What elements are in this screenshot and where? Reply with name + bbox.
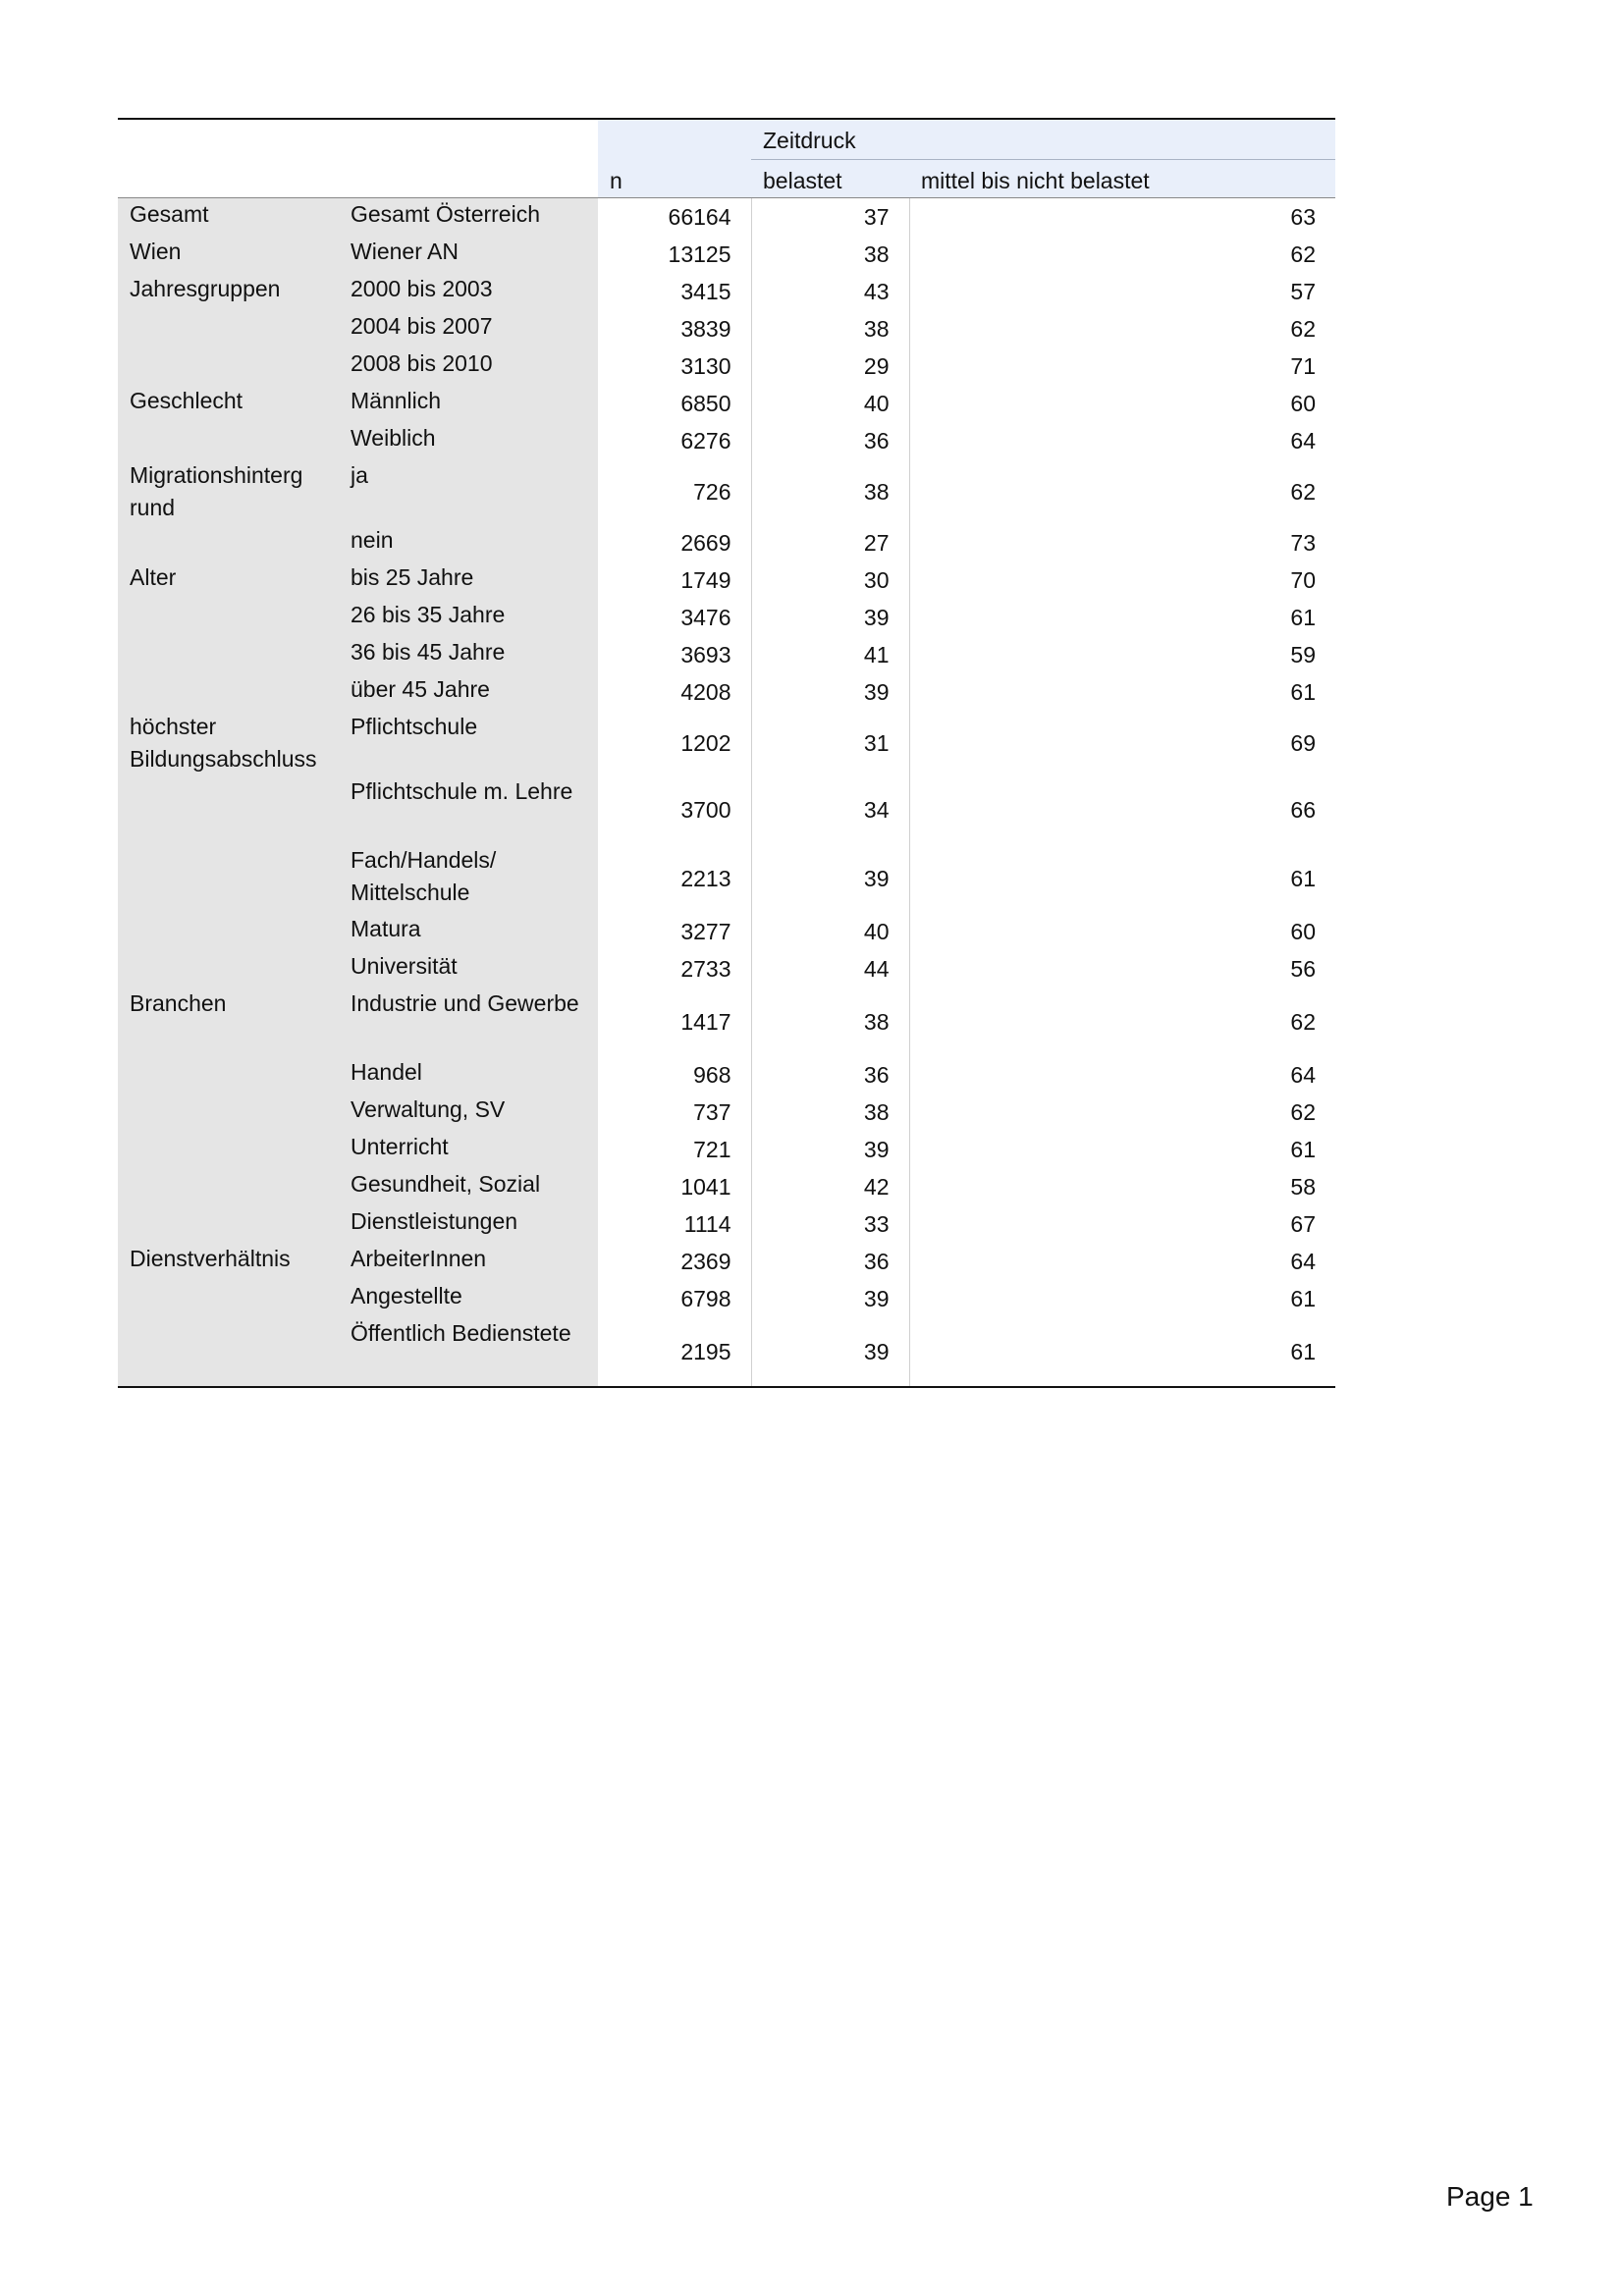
row-mittel-value: 64 (909, 1243, 1335, 1280)
row-n-value: 3415 (680, 278, 731, 304)
row-belastet-value: 36 (751, 1243, 909, 1280)
row-n-value: 3700 (680, 796, 731, 823)
row-group-label (118, 524, 339, 561)
row-category-label: 26 bis 35 Jahre (339, 599, 598, 636)
table-row (118, 844, 1335, 913)
row-belastet-value: 33 (751, 1205, 909, 1243)
row-mittel-value: 64 (909, 1056, 1335, 1094)
row-group-label (118, 310, 339, 347)
row-mittel-value: 69 (909, 711, 1335, 775)
row-belastet-value: 31 (751, 711, 909, 775)
row-mittel-value: 70 (909, 561, 1335, 599)
table-row (118, 988, 1335, 1056)
row-n-value: 1041 (680, 1173, 731, 1200)
row-category-label: Wiener AN (339, 236, 598, 273)
row-n-value: 6276 (680, 427, 731, 454)
row-mittel-value: 62 (909, 459, 1335, 524)
row-mittel-value: 60 (909, 913, 1335, 950)
header-mittel-bis-nicht-belastet: mittel bis nicht belastet (909, 160, 1335, 198)
table-row (118, 711, 1335, 775)
row-belastet-value: 43 (751, 273, 909, 310)
row-belastet-value: 41 (751, 636, 909, 673)
row-mittel-value: 56 (909, 950, 1335, 988)
row-mittel-value: 61 (909, 673, 1335, 711)
row-category-label: ArbeiterInnen (339, 1243, 598, 1280)
header-row-columns (118, 160, 1335, 198)
row-belastet-value: 38 (751, 310, 909, 347)
row-n-value: 2669 (680, 529, 731, 556)
row-category-label: ja (339, 459, 598, 524)
row-mittel-value: 73 (909, 524, 1335, 561)
table-row (118, 347, 1335, 385)
row-mittel-value: 64 (909, 422, 1335, 459)
row-mittel-value: 58 (909, 1168, 1335, 1205)
row-category-label: Dienstleistungen (339, 1205, 598, 1243)
row-group-label (118, 775, 339, 844)
row-belastet-value: 34 (751, 775, 909, 844)
row-belastet-value: 38 (751, 988, 909, 1056)
row-belastet-value: 42 (751, 1168, 909, 1205)
table-row (118, 1205, 1335, 1243)
row-group-label (118, 1056, 339, 1094)
table-row (118, 1243, 1335, 1280)
table-row (118, 673, 1335, 711)
row-belastet-value: 37 (751, 198, 909, 237)
row-group-label (118, 1205, 339, 1243)
row-belastet-value: 39 (751, 673, 909, 711)
table-row (118, 422, 1335, 459)
row-group-label (118, 950, 339, 988)
row-category-label: Verwaltung, SV (339, 1094, 598, 1131)
table-row (118, 913, 1335, 950)
row-mittel-value: 62 (909, 236, 1335, 273)
row-category-label: Pflichtschule (339, 711, 598, 775)
row-belastet-value: 39 (751, 599, 909, 636)
row-n-value: 66164 (668, 203, 731, 230)
row-group-label (118, 673, 339, 711)
row-mittel-value: 71 (909, 347, 1335, 385)
row-category-label: Handel (339, 1056, 598, 1094)
row-category-label: bis 25 Jahre (339, 561, 598, 599)
row-n-value: 3130 (680, 352, 731, 379)
row-category-label: Fach/Handels/ Mittelschule (339, 844, 598, 913)
table-row (118, 236, 1335, 273)
table-body (118, 198, 1335, 1388)
table-row (118, 1056, 1335, 1094)
row-belastet-value: 36 (751, 422, 909, 459)
row-n-value: 2213 (680, 865, 731, 891)
row-category-label: Öffentlich Bedienstete (339, 1317, 598, 1387)
row-mittel-value: 62 (909, 988, 1335, 1056)
row-n-value: 4208 (680, 678, 731, 705)
row-belastet-value: 36 (751, 1056, 909, 1094)
row-group-label: Gesamt (118, 198, 339, 237)
row-mittel-value: 62 (909, 1094, 1335, 1131)
row-n-value: 3693 (680, 641, 731, 667)
header-n: n (598, 160, 751, 198)
row-n-value: 3476 (680, 604, 731, 630)
table-row (118, 1168, 1335, 1205)
row-group-label: Jahresgruppen (118, 273, 339, 310)
row-n-value: 737 (693, 1098, 731, 1125)
row-n-value: 13125 (668, 240, 731, 267)
row-group-label (118, 599, 339, 636)
row-n-value: 1202 (680, 729, 731, 756)
row-category-label: Weiblich (339, 422, 598, 459)
row-category-label: 2008 bis 2010 (339, 347, 598, 385)
row-mittel-value: 61 (909, 844, 1335, 913)
row-mittel-value: 66 (909, 775, 1335, 844)
header-blank-cell (118, 160, 339, 198)
row-category-label: 36 bis 45 Jahre (339, 636, 598, 673)
table-row (118, 273, 1335, 310)
row-n-value: 2369 (680, 1248, 731, 1274)
table-row (118, 459, 1335, 524)
row-category-label: Gesamt Österreich (339, 198, 598, 237)
row-belastet-value: 39 (751, 844, 909, 913)
table-row (118, 1317, 1335, 1387)
row-mittel-value: 61 (909, 1131, 1335, 1168)
row-belastet-value: 44 (751, 950, 909, 988)
table-row (118, 1094, 1335, 1131)
row-category-label: Unterricht (339, 1131, 598, 1168)
row-group-label (118, 1131, 339, 1168)
header-blank-cell (339, 119, 598, 160)
row-belastet-value: 39 (751, 1131, 909, 1168)
row-group-label (118, 1094, 339, 1131)
row-mittel-value: 60 (909, 385, 1335, 422)
row-category-label: Männlich (339, 385, 598, 422)
row-group-label (118, 1317, 339, 1387)
row-category-label: 2004 bis 2007 (339, 310, 598, 347)
zeitdruck-table (118, 118, 1335, 1388)
table-row (118, 599, 1335, 636)
table-row (118, 198, 1335, 237)
table-row (118, 385, 1335, 422)
row-category-label: Angestellte (339, 1280, 598, 1317)
row-group-label: Branchen (118, 988, 339, 1056)
row-group-label (118, 422, 339, 459)
row-group-label (118, 913, 339, 950)
row-category-label: Universität (339, 950, 598, 988)
row-n-value: 3277 (680, 918, 731, 944)
row-mittel-value: 61 (909, 1280, 1335, 1317)
row-belastet-value: 29 (751, 347, 909, 385)
row-mittel-value: 57 (909, 273, 1335, 310)
row-group-label (118, 1280, 339, 1317)
row-category-label: Matura (339, 913, 598, 950)
row-group-label: Dienstverhältnis (118, 1243, 339, 1280)
row-n-value: 1749 (680, 566, 731, 593)
row-n-value: 6850 (680, 390, 731, 416)
table-row (118, 524, 1335, 561)
row-belastet-value: 40 (751, 385, 909, 422)
row-n-value: 2733 (680, 955, 731, 982)
row-group-label: Wien (118, 236, 339, 273)
row-group-label (118, 1168, 339, 1205)
row-belastet-value: 38 (751, 459, 909, 524)
row-n-value: 726 (693, 478, 731, 505)
row-n-value: 6798 (680, 1285, 731, 1311)
row-belastet-value: 39 (751, 1280, 909, 1317)
row-n-value: 1114 (683, 1210, 731, 1237)
row-n-value: 968 (693, 1061, 731, 1088)
row-group-label: Migrationshinterg rund (118, 459, 339, 524)
row-group-label (118, 347, 339, 385)
row-mittel-value: 59 (909, 636, 1335, 673)
row-n-value: 721 (693, 1136, 731, 1162)
header-blank-cell (339, 160, 598, 198)
row-category-label: Gesundheit, Sozial (339, 1168, 598, 1205)
row-mittel-value: 61 (909, 599, 1335, 636)
table-row (118, 775, 1335, 844)
row-category-label: nein (339, 524, 598, 561)
header-belastet: belastet (751, 160, 909, 198)
row-mittel-value: 61 (909, 1317, 1335, 1387)
row-belastet-value: 40 (751, 913, 909, 950)
header-zeitdruck: Zeitdruck (751, 119, 1335, 160)
row-belastet-value: 39 (751, 1317, 909, 1387)
table-row (118, 561, 1335, 599)
table-row (118, 636, 1335, 673)
row-category-label: über 45 Jahre (339, 673, 598, 711)
table-row (118, 1131, 1335, 1168)
row-mittel-value: 63 (909, 198, 1335, 237)
row-n-value: 3839 (680, 315, 731, 342)
header-blank-cell (118, 119, 339, 160)
row-group-label (118, 636, 339, 673)
row-belastet-value: 38 (751, 1094, 909, 1131)
table-row (118, 310, 1335, 347)
header-row-group (118, 119, 1335, 160)
row-belastet-value: 30 (751, 561, 909, 599)
row-group-label: Alter (118, 561, 339, 599)
row-belastet-value: 27 (751, 524, 909, 561)
row-n-value: 2195 (598, 1317, 751, 1387)
row-group-label: Geschlecht (118, 385, 339, 422)
row-mittel-value: 67 (909, 1205, 1335, 1243)
row-group-label (118, 844, 339, 913)
row-belastet-value: 38 (751, 236, 909, 273)
header-n-top-cell (598, 119, 751, 160)
row-group-label: höchster Bildungsabschluss (118, 711, 339, 775)
row-mittel-value: 62 (909, 310, 1335, 347)
table-row (118, 1280, 1335, 1317)
row-n-value: 1417 (680, 1008, 731, 1035)
row-category-label: Pflichtschule m. Lehre (339, 775, 598, 844)
row-category-label: 2000 bis 2003 (339, 273, 598, 310)
row-category-label: Industrie und Gewerbe (339, 988, 598, 1056)
page-number: Page 1 (1446, 2181, 1534, 2212)
table-row (118, 950, 1335, 988)
